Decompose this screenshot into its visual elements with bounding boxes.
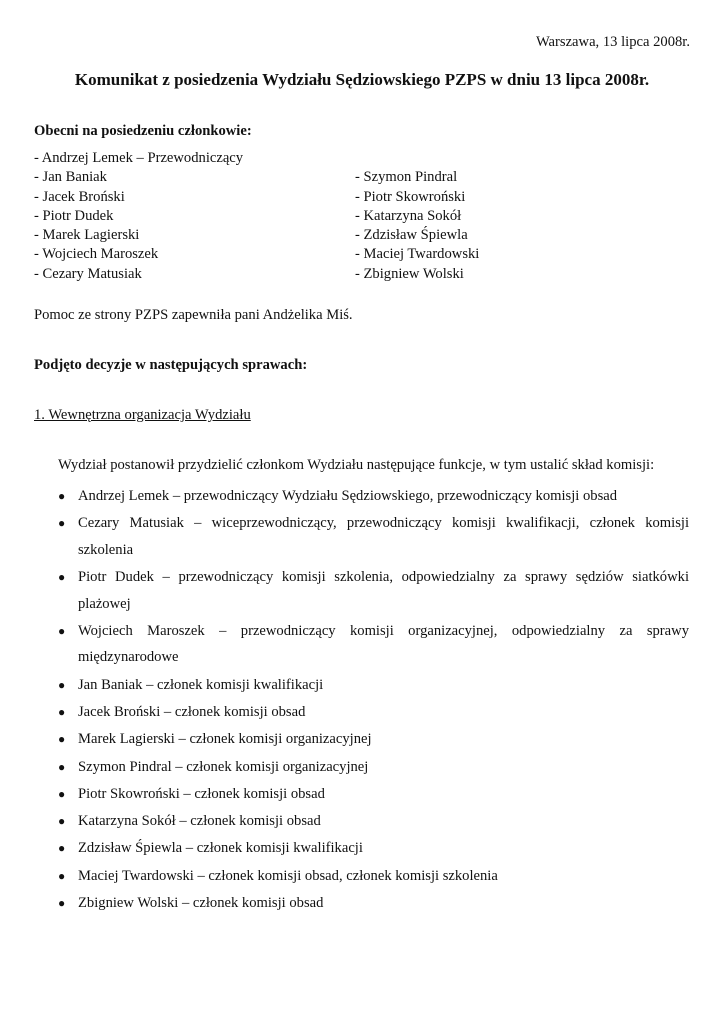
- member-entry: - Cezary Matusiak: [34, 265, 142, 282]
- document-title: Komunikat z posiedzenia Wydziału Sędziowskiego PZPS w dniu 13 lipca 2008r.: [74, 70, 650, 89]
- member-entry: - Maciej Twardowski: [355, 246, 480, 263]
- list-item: [56, 835, 689, 862]
- list-item-text: Zbigniew Wolski – członek komisji obsad: [78, 895, 324, 912]
- bullet-icon: ●: [58, 868, 66, 883]
- list-item: [56, 863, 689, 890]
- document-date: Warszawa, 13 lipca 2008r.: [535, 34, 690, 50]
- bullet-icon: ●: [58, 489, 66, 503]
- list-item: [56, 618, 689, 671]
- list-item: [56, 564, 689, 617]
- bullet-icon: ●: [58, 570, 66, 585]
- bullet-icon: ●: [58, 814, 66, 829]
- member-entry: - Zbigniew Wolski: [355, 265, 464, 282]
- members-heading: Obecni na posiedzeniu członkowie:: [34, 123, 252, 139]
- list-item-text: Jacek Broński – członek komisji obsad: [78, 703, 306, 720]
- list-item: [56, 754, 689, 781]
- list-item: [56, 483, 689, 510]
- bullet-icon: ●: [58, 623, 66, 638]
- members-list-left: [34, 149, 243, 284]
- bullet-icon: ●: [58, 896, 66, 911]
- member-entry: - Katarzyna Sokół: [355, 207, 462, 224]
- help-note: Pomoc ze strony PZPS zapewniła pani Andżelika Miś.: [34, 307, 353, 323]
- member-entry: - Jacek Broński: [34, 188, 125, 205]
- decisions-heading: Podjęto decyzje w następujących sprawach:: [34, 357, 308, 373]
- bullet-icon: ●: [58, 677, 66, 692]
- bullet-icon: ●: [58, 759, 66, 774]
- list-item-text: Zdzisław Śpiewla – członek komisji kwalifikacji: [78, 840, 363, 857]
- member-entry: - Szymon Pindral: [355, 169, 458, 186]
- list-item-text: Szymon Pindral – członek komisji organizacyjnej: [78, 758, 369, 775]
- section-title: 1. Wewnętrzna organizacja Wydziału: [34, 407, 251, 423]
- list-item-text: Piotr Skowroński – członek komisji obsad: [78, 785, 325, 802]
- member-entry: - Piotr Skowroński: [355, 188, 466, 205]
- members-list-right: [355, 168, 479, 284]
- member-entry: - Piotr Dudek: [34, 207, 114, 224]
- bullet-icon: ●: [58, 516, 66, 531]
- list-item-text: Piotr Dudek – przewodniczący komisji szkolenia, odpowiedzialny za sprawy sędziów siatkówki plażowej: [78, 569, 689, 612]
- list-item: [56, 781, 689, 808]
- list-item: [56, 672, 689, 699]
- section-intro: Wydział postanowił przydzielić członkom Wydziału następujące funkcje, w tym ustalić skład komisji:: [58, 457, 655, 473]
- bullet-icon: ●: [58, 841, 66, 856]
- bullet-icon: ●: [58, 732, 66, 747]
- list-item-text: Katarzyna Sokół – członek komisji obsad: [78, 813, 321, 830]
- list-item: [56, 890, 689, 917]
- member-entry: - Andrzej Lemek – Przewodniczący: [34, 150, 244, 166]
- list-item: [56, 808, 689, 835]
- member-entry: - Zdzisław Śpiewla: [355, 227, 468, 244]
- function-list: [56, 483, 689, 917]
- member-entry: - Wojciech Maroszek: [34, 246, 159, 263]
- list-item: [56, 726, 689, 753]
- member-entry: - Jan Baniak: [34, 169, 107, 186]
- bullet-icon: ●: [58, 786, 66, 801]
- list-item-text: Wojciech Maroszek – przewodniczący komisji organizacyjnej, odpowiedzialny za sprawy międzynarodowe: [78, 622, 689, 666]
- list-item-text: Marek Lagierski – członek komisji organizacyjnej: [78, 731, 372, 748]
- list-item-text: Cezary Matusiak – wiceprzewodniczący, przewodniczący komisji kwalifikacji, członek komisji szkolenia: [78, 515, 689, 558]
- list-item: [56, 510, 689, 563]
- list-item-text: Maciej Twardowski – członek komisji obsad, członek komisji szkolenia: [78, 867, 498, 884]
- bullet-icon: ●: [58, 704, 66, 719]
- member-entry: - Marek Lagierski: [34, 227, 140, 244]
- list-item-text: Jan Baniak – członek komisji kwalifikacji: [78, 676, 324, 693]
- list-item: [56, 699, 689, 726]
- list-item-text: Andrzej Lemek – przewodniczący Wydziału Sędziowskiego, przewodniczący komisji obsad: [78, 488, 618, 504]
